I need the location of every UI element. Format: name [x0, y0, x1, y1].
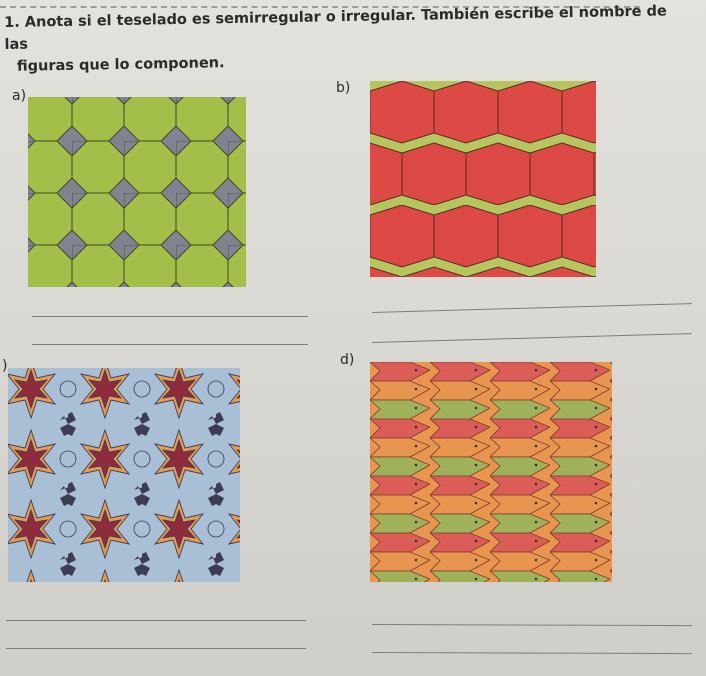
tessellation-b-hexagons-rhombi: [370, 81, 596, 277]
answer-line-c-1[interactable]: [6, 620, 306, 621]
instruction-line-2: figuras que lo componen.: [16, 55, 225, 75]
hexagon-pattern: [370, 81, 596, 277]
label-d: d): [340, 352, 355, 368]
answer-line-b-2[interactable]: [372, 333, 692, 343]
tessellation-a-octagons-squares: [28, 97, 246, 287]
exercise-instruction: 1. Anota si el teselado es semirregular o irregular. También escribe el nombre de las figuras que lo componen.: [4, 3, 667, 75]
answer-line-a-2[interactable]: [32, 344, 308, 345]
answer-line-c-2[interactable]: [6, 648, 306, 649]
answer-line-b-1[interactable]: [372, 303, 692, 313]
answer-line-d-2[interactable]: [372, 652, 692, 654]
instruction-line-1: Anota si el teselado es semirregular o irregular. También escribe el nombre de las: [4, 3, 667, 53]
answer-line-d-1[interactable]: [372, 624, 692, 626]
exercise-number: 1: [4, 14, 15, 31]
answer-line-a-1[interactable]: [32, 316, 308, 317]
label-b: b): [336, 80, 351, 96]
tessellation-d-fish: [370, 362, 612, 582]
star-pattern: [8, 368, 240, 582]
tessellation-c-stars-polygons: [8, 368, 240, 582]
octagon-pattern: [28, 97, 246, 287]
label-c: ): [2, 358, 8, 374]
fish-pattern: [370, 362, 612, 582]
label-a: a): [12, 88, 27, 104]
